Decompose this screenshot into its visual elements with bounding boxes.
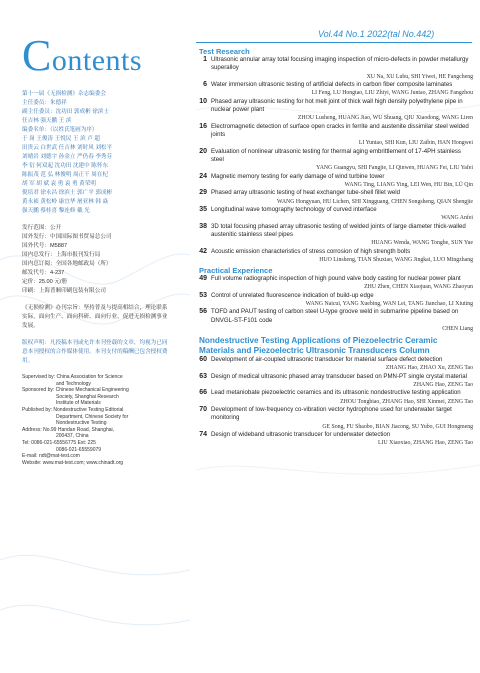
contents-logo [22,30,142,81]
board-line: 李 衍 何双起 沈功田 沈建中 陈怀东 [22,163,109,169]
page-number: 1 [203,56,207,63]
toc-entry[interactable] [199,206,473,222]
english-line: Tel: 0086-021-65556775 Ext: 225 [22,439,96,446]
publication-line: 邮发代号：4-237 [22,270,65,276]
english-masthead [22,374,172,466]
publication-line: 国外发行：中国国际图书贸易总公司 [22,234,112,240]
toc-entry[interactable] [199,373,473,389]
board-line: 第十一届《无损检测》杂志编委会 [22,91,106,97]
section-title: Practical Experience [199,265,273,275]
page-number: 16 [199,122,207,130]
english-line: and Technology [56,380,91,387]
toc-entry[interactable] [199,406,473,431]
page-number: 70 [199,406,207,413]
toc-entry[interactable] [199,189,473,205]
article-authors: WANG Hongyuan, HU Lichen, SHI Xingguang, CHEN Songsheng, QIAN Shengjie [277,198,473,205]
article-authors: WANG Anfei [441,215,473,222]
toc-entry[interactable] [199,223,473,248]
volume-issue: Vol.44 No.1 2022(tal No.442) [318,29,435,39]
english-line: Website: www.mat-test.com; www.chinadt.org [22,459,124,466]
copyright-notice: 版权声明：凡投稿本刊或允许本刊登载的文章，均视为已同意本刊授权的合作媒体使用。本刊支付的稿酬已包含授权费用。 [22,340,168,364]
article-authors: ZHANG Hao, ZENG Tao [413,381,473,388]
toc-entry[interactable] [199,292,473,308]
article-authors: XU Na, XU Lubu, SHI Yiwei, HE Fangcheng [366,73,473,80]
article-title: Design of medical ultrasonic phased array transducer based on PMN-PT single crystal material [211,372,467,380]
english-line: Supervised by: China Association for Science [22,374,123,380]
english-line: Published by: Nondestructive Testing Editorial [22,406,124,413]
board-line: 黄永祯 黄松岭 康宜华 屠亚林 韩 焱 [22,199,109,205]
publication-line: 国外代号：M5887 [22,243,68,249]
page-number: 38 [199,222,207,230]
article-title: Water immersion ultrasonic testing of artificial defects in carbon fiber composite laminates [211,80,453,88]
toc-entry[interactable] [199,81,473,97]
toc-entry[interactable] [199,389,473,405]
page-number: 53 [199,291,207,299]
toc-entry[interactable] [199,275,473,291]
article-title: Longitudinal wave tomography technology of curved interface [211,206,377,213]
toc-entry[interactable] [199,148,473,173]
board-line: 主任委员：朱德祥 [22,100,67,106]
page-number: 56 [199,308,207,316]
page-number: 24 [199,172,207,180]
article-title: Full volume radiographic inspection of high pound valve body casting for nuclear power plant [211,274,461,282]
article-title: Design of wideband ultrasonic transducer for underwater detection [211,430,391,438]
english-line: E-mail: ndt@mat-test.com [22,453,80,460]
publication-line: 印刷：上海普顺印刷包装有限公司 [22,288,106,294]
english-line: Address: No.99 Handan Road, Shanghai, [22,426,115,433]
toc-entry[interactable] [199,308,473,333]
header-rule [196,42,472,43]
mission-statement: 《无损检测》办刊宗旨：坚持普及与提高相结合，理论联系实际，面向生产、面向科研、面向行业，促进无损检测事业发展。 [22,305,168,329]
article-authors: LI Feng, LU Hongtao, LIU Zhiyi, WANG Juntao, ZHANG Fangzhou [311,90,473,97]
publication-line: 发行范围：公开 [22,225,62,231]
contents-logo-initial: C [22,31,52,80]
page-number: 20 [199,147,207,155]
article-title: Ultrasonic annular array total focusing imaging inspection of micro-defects in powder metallurgy superalloy [211,56,469,72]
article-authors: WANG Ting, LIANG Ying, LEI Wen, HU Bin, LÜ Qin [344,181,473,188]
board-line: 任吉林 强天鹏 王 滨 [22,118,72,124]
english-line: Institute of Materials [56,400,101,407]
toc-entry[interactable] [199,123,473,148]
article-title: Phased array ultrasonic testing of heat exchanger tube-shell fillet weld [211,189,401,197]
article-title: Electromagnetic detection of surface open cracks in ferrite and austenite dissimilar steel welded joints [211,122,469,138]
page-number: 35 [199,206,207,213]
article-authors: LI Yuntao, SHI Kun, LIU Zaibin, HAN Hongwei [358,140,473,147]
english-line: Nondestructive Testing [56,420,107,427]
article-authors: WANG Naicui, YANG Xuebing, WAN Lei, TANG Jianchao, LI Xiuting [305,300,473,307]
article-title: Magnetic memory testing for early damage of wind turbine tower [211,172,385,180]
section-title: Test Research [199,47,250,56]
article-title: Development of low-frequency co-vibration vector hydrophone used for underwater target monitoring [211,406,452,422]
page-number: 10 [199,97,207,105]
english-line: 200437, China [56,433,89,440]
board-line: 倪培君 徐永昌 徐滨士 郭广平 郭成彬 [22,190,113,196]
page-number: 66 [199,389,207,397]
page-number: 60 [199,355,207,363]
article-authors: ZHU Zhen, CHEN Xiaojuan, WANG Zhaoyun [364,284,473,291]
article-authors: GE Song, FU Shaobo, BIAN Jiacong, SU Yubo, GUI Hongmeng [322,423,473,430]
board-line: 胡 军 胡 斌 袁 勇 袁 勇 黄荣明 [22,181,96,187]
publication-info [22,224,172,296]
publication-line: 定价：25.00 元/册 [22,279,68,285]
article-authors: HUO Linsheng, TIAN Shuxiao, WANG Jingkai, LUO Mingzhang [319,256,473,263]
table-of-contents [199,45,473,447]
toc-entry[interactable] [199,431,473,447]
page-number: 63 [199,372,207,380]
board-line: 编委名单：（以姓氏笔画为序） [22,127,98,133]
section-title: Nondestructive Testing Applications of Piezoelectric Ceramic Materials and Piezoelectric Ultrasonic Transducers Column [199,335,438,355]
english-line: Sponsored by: Chinese Mechanical Engineering [22,387,129,394]
toc-entry[interactable] [199,98,473,123]
editorial-board [22,90,172,216]
left-column [22,90,172,474]
article-title: Lead metaniobate piezoelectric ceramics and its ultrasonic nondestructive testing application [211,389,461,397]
english-line: Department, Chinese Society for [56,413,129,420]
article-title: 3D total focusing phased array ultrasonic testing of welded joints of large diameter thick-walled austenitic stainless steel pipes [211,222,466,238]
article-authors: CHEN Liang [442,325,473,332]
board-line: 副主任委员：沈功田 郭成彬 徐滨士 [22,109,110,115]
article-title: Development of air-coupled ultrasonic transducer for material surface defect detection [211,355,443,363]
page-number: 49 [199,274,207,282]
article-authors: ZHOU Lusheng, HUANG Jiao, WU Shuang, QIU Xiaodong, WANG Liren [297,115,473,122]
article-title: Phased array ultrasonic testing for hot melt joint of thick wall high density polyethylene pipe in nuclear power plant [211,97,463,113]
contents-logo-rest: ontents [51,44,143,77]
article-title: Evaluation of nonlinear ultrasonic testing for thermal aging embrittlement of 17-4PH stainless steel [211,147,461,163]
toc-entry[interactable] [199,356,473,372]
page-number: 42 [199,247,207,255]
article-authors: HUANG Wenda, WANG Tonghe, SUN Yue [371,240,473,247]
publication-line: 国内总发行：上海市报刊发行局 [22,252,101,258]
toc-entry[interactable] [199,56,473,81]
article-title: TOFD and PAUT testing of carbon steel U-type groove weld in submarine pipeline based on DNVGL-ST-F101 code [211,308,459,324]
page-number: 74 [199,430,207,438]
publication-line: 国内总订阅：全国各地邮政局（所） [22,261,112,267]
article-authors: YANG Guangyu, SHI Fangjie, LI Qinwen, HUANG Fei, LIU Yafei [316,165,473,172]
page-number: 6 [203,80,207,88]
english-line: 0086-021-65559079 [56,446,102,453]
board-line: 刘晴岩 刘德宇 孙金立 严仍春 李秀芬 [22,154,113,160]
toc-entry[interactable] [199,248,473,264]
article-authors: ZHOU Tongbiao, ZHANG Hao, SHI Xinmei, ZENG Tao [340,398,473,405]
board-line: 于 岗 王俊涛 王悦民 王 滨 卢 超 [22,136,101,142]
toc-entry[interactable] [199,173,473,189]
article-authors: ZHANG Hao, ZHAO Xu, ZENG Tao [385,365,473,372]
english-line: Society, Shanghai Research [56,393,119,400]
page-number: 29 [199,189,207,197]
article-authors: LIU Xiaoxiao, ZHANG Hao, ZENG Tao [378,440,473,447]
board-line: 陈振茂 范 弘 林俊明 周正干 周在杞 [22,172,109,178]
board-line: 田贵云 白世武 任吉林 刘时风 刘松平 [22,145,113,151]
board-line: 强天鹏 蔡桂喜 黎连修 戴 光 [22,208,90,214]
article-title: Control of unrelated fluorescence indication of build-up edge [211,291,374,299]
article-title: Acoustic emission characteristics of stress corrosion of high strength bolts [211,247,411,255]
